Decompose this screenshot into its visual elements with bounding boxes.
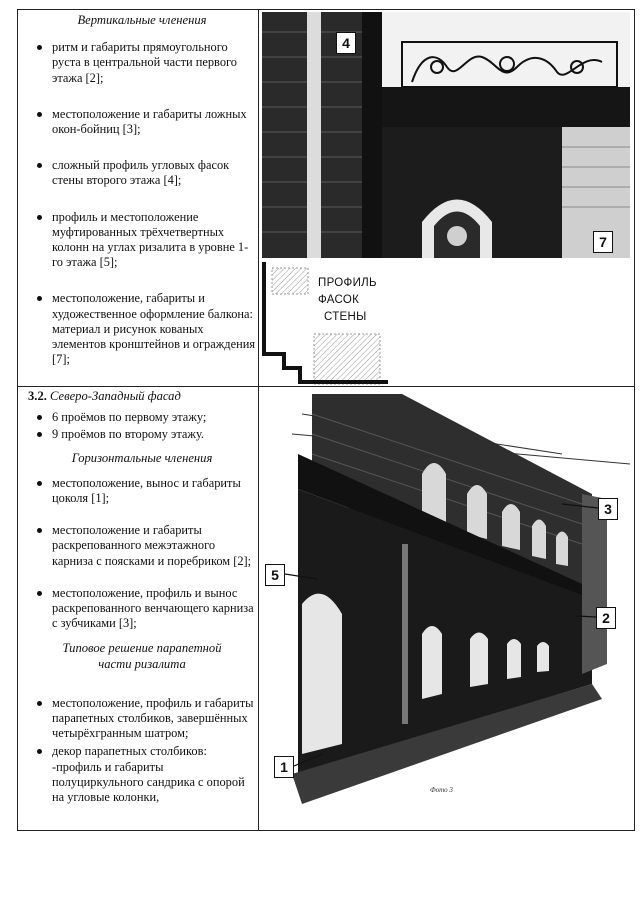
subheading-parapet-line1: Типовое решение парапетной: [62, 641, 222, 656]
subheading-horizontal: Горизонтальные членения: [71, 450, 213, 465]
list-item: местоположение и габариты ложных окон-бойниц [3];: [28, 107, 256, 137]
row-divider: [17, 386, 634, 387]
section2-title-text: Северо-Западный фасад: [50, 389, 181, 403]
profile-label-line2: ФАСОК: [318, 294, 360, 306]
section2-text: [28, 389, 256, 819]
horizontal-bullet-list: [28, 476, 256, 632]
list-item: ритм и габариты прямоугольного руста в центральной части первого этажа [2];: [28, 40, 256, 86]
list-item: местоположение, вынос и габариты цоколя [1];: [28, 476, 256, 506]
profile-label-line1: ПРОФИЛЬ: [318, 277, 377, 289]
parapet-bullet-list: [28, 696, 256, 805]
list-item: местоположение, профиль и габариты парапетных столбиков, завершённых четырёхгранным шатром;: [28, 696, 256, 742]
list-item: местоположение, габариты и художественное оформление балкона: материал и рисунок кованых элементов кронштейнов и ограждения [7];: [28, 291, 256, 367]
photo-marker-1: 1: [274, 756, 294, 778]
photo-marker-2: 2: [596, 607, 616, 629]
list-item: 6 проёмов по первому этажу;: [28, 410, 256, 425]
openings-list: [28, 410, 256, 442]
subheading-parapet-line2: части ризалита: [98, 656, 186, 671]
list-item: профиль и местоположение муфтированных трёхчетвертных колонн на углах ризалита в уровне 1-го этажа [5];: [28, 210, 256, 271]
photo-balcony-image: [262, 12, 630, 258]
list-item: местоположение и габариты раскрепованного межэтажного карниза с поясками и поребриком [2];: [28, 523, 256, 569]
photo-northwest-facade: [262, 394, 630, 804]
column-divider: [258, 9, 259, 830]
profile-label: [318, 275, 377, 326]
marker-leader-lines: [262, 394, 630, 804]
subheading-parapet: [28, 641, 256, 671]
section2-title: [28, 389, 256, 404]
photo-marker-3: 3: [598, 498, 618, 520]
photo-marker-4: 4: [336, 32, 356, 54]
photo-caption: Фото 3: [430, 786, 453, 794]
subheading-vertical: Вертикальные членения: [77, 13, 207, 27]
photo-marker-5: 5: [265, 564, 285, 586]
section1-bullet-list: [28, 40, 256, 367]
list-item: сложный профиль угловых фасок стены второго этажа [4];: [28, 158, 256, 188]
section1-text: [28, 13, 256, 381]
list-item: декор парапетных столбиков: -профиль и габариты полуциркульного сандрика с опорой на угловые колонки,: [28, 744, 256, 805]
profile-label-line3: СТЕНЫ: [324, 311, 367, 323]
photo-marker-7: 7: [593, 231, 613, 253]
section2-number: 3.2.: [28, 389, 47, 403]
list-item: 9 проёмов по второму этажу.: [28, 427, 256, 442]
photo-balcony: [262, 12, 630, 258]
list-item: местоположение, профиль и вынос раскрепованного венчающего карниза с зубчиками [3];: [28, 586, 256, 632]
